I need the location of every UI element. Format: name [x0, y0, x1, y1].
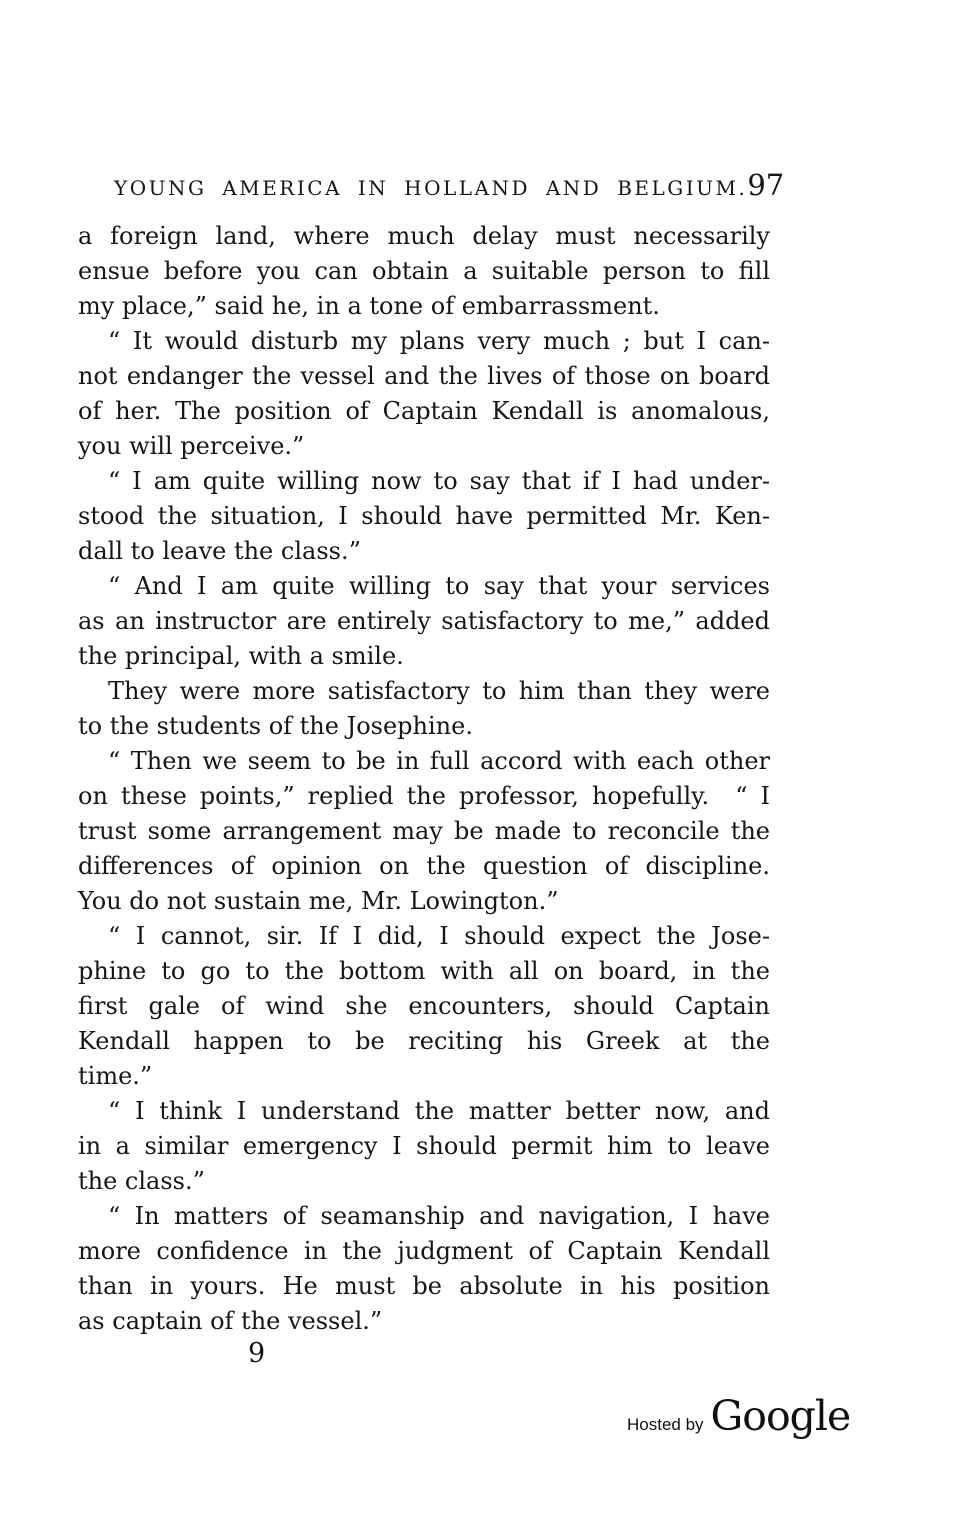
paragraph-line: the principal, with a smile.	[78, 642, 404, 670]
watermark	[627, 1392, 850, 1440]
paragraph-line: than in yours. He must be absolute in his position	[78, 1272, 770, 1300]
paragraph-line: “ I cannot, sir. If I did, I should expect the Jose-	[108, 922, 770, 950]
running-header	[78, 168, 785, 202]
paragraph-line: “ Then we seem to be in full accord with each other	[108, 747, 770, 775]
paragraph-line: to the students of the Josephine.	[78, 712, 473, 740]
paragraph	[78, 744, 770, 919]
paragraph	[78, 1094, 770, 1199]
paragraph	[78, 324, 770, 464]
paragraph	[78, 569, 770, 674]
paragraph	[78, 1199, 770, 1339]
paragraph-line: “ I am quite willing now to say that if I had under-	[108, 467, 770, 495]
paragraph-line: Kendall happen to be reciting his Greek at the	[78, 1027, 770, 1055]
paragraph-line: a foreign land, where much delay must necessarily	[78, 222, 770, 250]
running-title: YOUNG AMERICA IN HOLLAND AND BELGIUM.	[114, 176, 748, 200]
paragraph-line: in a similar emergency I should permit him to leave	[78, 1132, 770, 1160]
paragraph-line: ensue before you can obtain a suitable person to fill	[78, 257, 770, 285]
paragraph	[78, 674, 770, 744]
paragraph-line: as captain of the vessel.”	[78, 1307, 383, 1335]
paragraph-line: differences of opinion on the question of discipline.	[78, 852, 770, 880]
paragraph-line: as an instructor are entirely satisfactory to me,” added	[78, 607, 770, 635]
paragraph-line: dall to leave the class.”	[78, 537, 361, 565]
paragraph	[78, 219, 770, 324]
paragraph	[78, 919, 770, 1094]
paragraph-line: of her. The position of Captain Kendall is anomalous,	[78, 397, 770, 425]
paragraph-line: first gale of wind she encounters, should Captain	[78, 992, 770, 1020]
paragraph-line: stood the situation, I should have permitted Mr. Ken-	[78, 502, 770, 530]
paragraph-line: trust some arrangement may be made to reconcile the	[78, 817, 770, 845]
page-number: 97	[747, 168, 785, 202]
paragraph-line: not endanger the vessel and the lives of those on board	[78, 362, 770, 390]
paragraph-line: “ I think I understand the matter better now, and	[108, 1097, 770, 1125]
text-block	[78, 219, 770, 1339]
paragraph-line: time.”	[78, 1062, 153, 1090]
paragraph-line: “ And I am quite willing to say that your services	[108, 572, 770, 600]
google-logo: Google	[710, 1392, 851, 1440]
paragraph-line: “ It would disturb my plans very much ; but I can-	[108, 327, 770, 355]
paragraph-line: You do not sustain me, Mr. Lowington.”	[78, 887, 559, 915]
paragraph-line: my place,” said he, in a tone of embarrassment.	[78, 292, 660, 320]
signature-mark: 9	[248, 1338, 266, 1369]
paragraph-line: the class.”	[78, 1167, 205, 1195]
paragraph-line: They were more satisfactory to him than they were	[108, 677, 770, 705]
paragraph-line: more confidence in the judgment of Captain Kendall	[78, 1237, 770, 1265]
paragraph-line: you will perceive.”	[78, 432, 305, 460]
paragraph-line: “ In matters of seamanship and navigation, I have	[108, 1202, 770, 1230]
hosted-by-label: Hosted by	[627, 1415, 704, 1434]
paragraph-line: on these points,” replied the professor, hopefully. “ I	[78, 782, 770, 810]
paragraph-line: phine to go to the bottom with all on board, in the	[78, 957, 770, 985]
paragraph	[78, 464, 770, 569]
